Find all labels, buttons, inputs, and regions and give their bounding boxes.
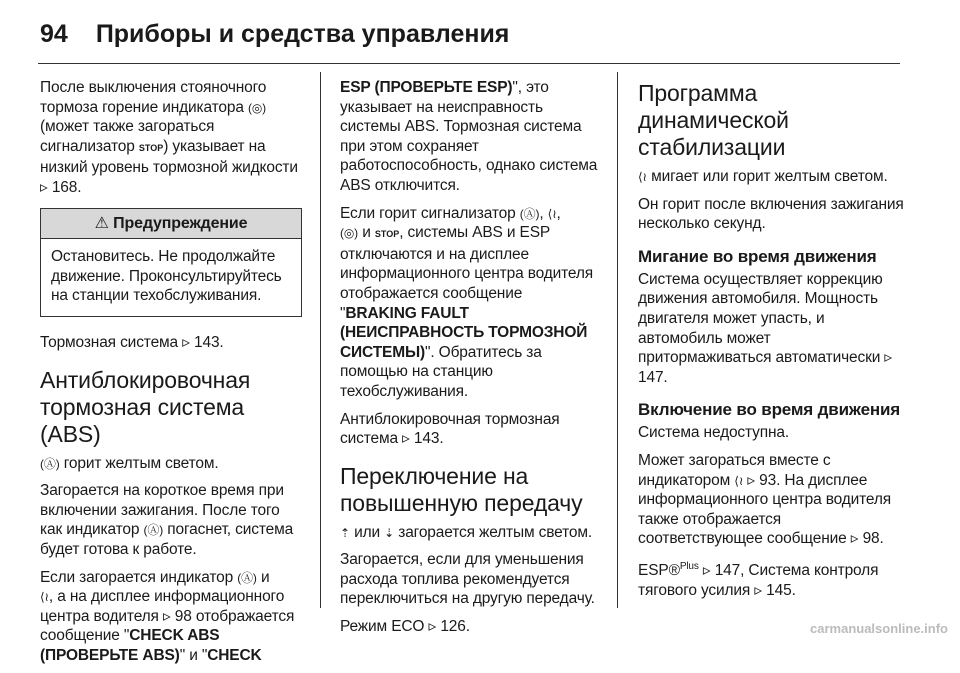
abs-ref: Антиблокировочная тормозная система ▹ 143.	[340, 410, 560, 448]
brake-warning-icon: (◎)	[340, 226, 359, 241]
warning-triangle-icon: ⚠	[94, 214, 109, 232]
page-ref-link[interactable]: 143.	[413, 430, 444, 448]
page-ref-arrow-icon: ▹	[182, 333, 190, 351]
page-ref-link[interactable]: 143.	[194, 333, 224, 351]
stop-icon: STOP	[374, 229, 400, 240]
page-ref-arrow-icon: ▹	[702, 562, 711, 580]
column-2	[340, 78, 602, 645]
warning-header: ⚠ Предупреждение	[41, 209, 301, 240]
page-ref-link[interactable]: 147.	[638, 368, 668, 386]
esp-ignition-text: Он горит после включения зажигания несколько секунд.	[638, 195, 904, 233]
esp-icon: ⟨≀	[40, 590, 49, 605]
unavailable-text: Система недоступна.	[638, 424, 790, 442]
page-ref-arrow-icon: ▹	[40, 178, 48, 196]
abs-heading: Антиблокировочная тормозная система (ABS)	[40, 366, 251, 447]
page-ref-arrow-icon: ▹	[428, 618, 437, 636]
flashing-paragraph: Система осуществляет коррекцию движения автомобиля. Мощность двигателя может упасть, и автомобиль может притормаживаться автоматически ▹ 147.	[638, 270, 893, 386]
header-rule	[38, 63, 900, 64]
column-divider	[617, 72, 618, 608]
shift-heading: Переключение на повышенную передачу	[340, 462, 583, 516]
on-while-driving-subheading: Включение во время движения	[638, 400, 901, 420]
page-ref-arrow-icon: ▹	[850, 530, 859, 548]
column-3	[638, 78, 906, 608]
page-number: 94	[40, 20, 68, 48]
brake-warning-icon: (◎)	[248, 100, 267, 115]
indicator-paragraph: Может загораться вместе с индикатором ⟨≀ ▹ 93. На дисплее информационного центра водителя также отображается соответствующее сообщение ▹ 98.	[638, 451, 892, 548]
page-ref-arrow-icon: ▹	[747, 471, 755, 489]
shift-paragraph: Загорается, если для уменьшения расхода топлива рекомендуется переключиться на другую передачу.	[340, 551, 595, 608]
abs-icon: (Ⓐ)	[519, 206, 540, 221]
intro-paragraph: После выключения стояночного тормоза горение индикатора (◎) (может также загораться сигнализатор STOP) указывает на низкий уровень тормозной жидкости ▹ 168.	[40, 79, 298, 196]
page-header	[40, 20, 509, 50]
page-ref-arrow-icon: ▹	[162, 607, 171, 625]
esp-plus-paragraph: ESP®$^{Plus}$ ▹ 147, Система контроля тягового усилия ▹ 145.	[638, 560, 879, 599]
esp-icon: ⟨≀	[638, 170, 647, 184]
watermark: carmanualsonline.info	[810, 621, 948, 636]
shift-up-icon: ⇡	[340, 525, 350, 540]
abs-icon: (Ⓐ)	[237, 570, 257, 585]
shift-down-icon: ⇣	[384, 525, 395, 540]
esp-icon: ⟨≀	[547, 206, 557, 221]
page-ref-arrow-icon: ▹	[402, 430, 410, 448]
page-ref-arrow-icon: ▹	[884, 349, 893, 367]
page-ref-link[interactable]: 98.	[862, 530, 884, 548]
page-ref-link[interactable]: 145.	[766, 581, 796, 599]
braking-fault-paragraph: Если горит сигнализатор (Ⓐ), ⟨≀, (◎) и STOP, системы ABS и ESP отключаются и на дисплее информационного центра водителя отображается сообщение "BRAKING FAULT (НЕИСПРАВНОСТЬ ТОРМОЗНОЙ СИСТЕМЫ)". Обратитесь за помощью на станцию техобслуживания.	[340, 204, 594, 400]
esp-check-paragraph: ESP (ПРОВЕРЬТЕ ESP)", это указывает на неисправность системы ABS. Тормозная система при этом сохраняет работоспособность, однако система ABS отключится.	[340, 79, 598, 194]
shift-yellow-text: ⇡ или ⇣ загорается желтым светом.	[340, 523, 593, 541]
esp-yellow-text: ⟨≀ мигает или горит желтым светом.	[638, 168, 888, 185]
abs-paragraph-2: Если загорается индикатор (Ⓐ) и ⟨≀, а на дисплее информационного центра водителя ▹ 98 отображается сообщение "CHECK ABS (ПРОВЕРЬТЕ ABS)" и "CHECK	[40, 568, 295, 664]
page-ref-link[interactable]: 168.	[51, 178, 82, 196]
abs-paragraph-1: Загорается на короткое время при включении зажигания. После того как индикатор (Ⓐ) погаснет, система будет готова к работе.	[40, 482, 294, 558]
flashing-subheading: Мигание во время движения	[638, 246, 877, 266]
esp-heading: Программа динамической стабилизации	[638, 80, 789, 160]
abs-icon: (Ⓐ)	[143, 523, 164, 538]
column-1	[40, 78, 302, 673]
stop-icon: STOP	[138, 142, 164, 153]
warning-text: Остановитесь. Не продолжайте движение. Проконсультируйтесь на станции техобслуживания.	[51, 248, 282, 305]
page-ref-link[interactable]: 126.	[440, 618, 470, 636]
page-title: Приборы и средства управления	[95, 20, 510, 48]
eco-ref: Режим ECO ▹ 126.	[340, 618, 470, 636]
column-divider	[320, 72, 321, 608]
abs-icon: (Ⓐ)	[40, 456, 60, 471]
warning-box	[40, 208, 302, 317]
abs-yellow-text: (Ⓐ) горит желтым светом.	[40, 454, 219, 472]
page-ref-arrow-icon: ▹	[754, 581, 762, 599]
esp-icon: ⟨≀	[734, 473, 744, 488]
brake-system-ref: Тормозная система ▹ 143.	[40, 333, 224, 351]
page-ref-link[interactable]: 98	[174, 607, 192, 625]
